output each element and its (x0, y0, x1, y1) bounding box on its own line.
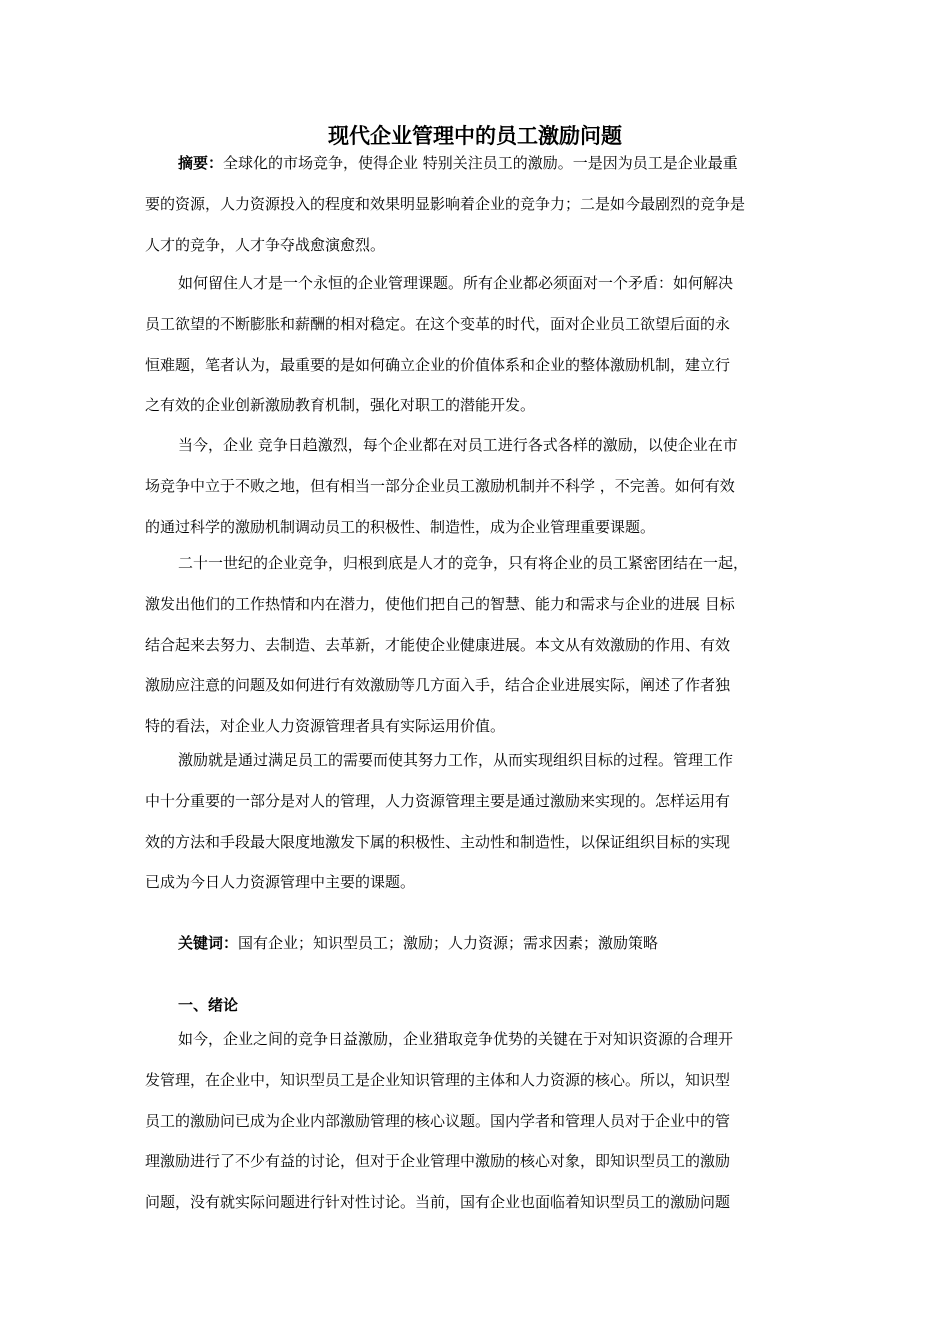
paragraph-line: 场竞争中立于不败之地，但有相当一部分企业员工激励机制并不科学 ，不完善。如何有效 (145, 476, 735, 495)
abstract-text: 全球化的市场竞争，使得企业 特别关注员工的激励。一是因为员工是企业最重 (223, 154, 738, 172)
abstract-line (145, 143, 813, 184)
body-paragraph (145, 425, 813, 547)
body-paragraph (145, 543, 813, 747)
document-title: 现代企业管理中的员工激励问题 (328, 124, 622, 148)
paragraph-line: 恒难题，笔者认为，最重要的是如何确立企业的价值体系和企业的整体激励机制，建立行 (145, 355, 731, 374)
abstract-line: 要的资源，人力资源投入的程度和效果明显影响着企业的竞争力；二是如今最剧烈的竞争是 (145, 194, 746, 213)
abstract-label: 摘要： (178, 154, 224, 172)
paragraph-line: 激励应注意的问题及如何进行有效激励等几方面入手，结合企业进展实际，阐述了作者独 (145, 676, 731, 695)
paragraph-line: 之有效的企业创新激励教育机制，强化对职工的潜能开发。 (145, 396, 536, 415)
paragraph-line: 已成为今日人力资源管理中主要的课题。 (145, 873, 416, 892)
paragraph-line: 激发出他们的工作热情和内在潜力，使他们把自己的智慧、能力和需求与企业的进展 目标 (145, 594, 735, 613)
paragraph-line: 效的方法和手段最大限度地激发下属的积极性、主动性和制造性，以保证组织目标的实现 (145, 832, 731, 851)
paragraph-line: 特的看法，对企业人力资源管理者具有实际运用价值。 (145, 717, 506, 736)
paragraph-line: 如今，企业之间的竞争日益激励，企业猎取竞争优势的关键在于对知识资源的合理开 (178, 1030, 734, 1048)
paragraph-line: 发管理，在企业中，知识型员工是企业知识管理的主体和人力资源的核心。所以，知识型 (145, 1070, 731, 1089)
paragraph-line: 员工欲望的不断膨胀和薪酬的相对稳定。在这个变革的时代，面对企业员工欲望后面的永 (145, 314, 731, 333)
paragraph-line: 当今，企业 竞争日趋激烈，每个企业都在对员工进行各式各样的激励，以使企业在市 (178, 436, 738, 454)
paragraph-line: 的通过科学的激励机制调动员工的积极性、制造性，成为企业管理重要课题。 (145, 517, 656, 536)
paragraph-line: 理激励进行了不少有益的讨论，但对于企业管理中激励的核心对象，即知识型员工的激励 (145, 1152, 731, 1171)
abstract-paragraph (145, 143, 813, 265)
section-heading: 一、绪论 (178, 996, 239, 1014)
keywords-label: 关键词： (178, 934, 239, 952)
paragraph-line: 结合起来去努力、去制造、去革新，才能使企业健康进展。本文从有效激励的作用、有效 (145, 635, 731, 654)
abstract-line: 人才的竞争，人才争夺战愈演愈烈。 (145, 235, 386, 254)
section-paragraph (145, 1019, 813, 1223)
paragraph-line: 激励就是通过满足员工的需要而使其努力工作，从而实现组织目标的过程。管理工作 (178, 751, 734, 769)
paragraph-line: 问题，没有就实际问题进行针对性讨论。当前，国有企业也面临着知识型员工的激励问题 (145, 1193, 731, 1212)
paragraph-line: 如何留住人才是一个永恒的企业管理课题。所有企业都必须面对一个矛盾：如何解决 (178, 274, 734, 292)
body-paragraph (145, 263, 813, 426)
keywords-text: 国有企业；知识型员工；激励；人力资源；需求因素；激励策略 (238, 934, 659, 952)
keywords-line (145, 923, 813, 964)
paragraph-line: 中十分重要的一部分是对人的管理，人力资源管理主要是通过激励来实现的。怎样运用有 (145, 791, 731, 810)
paragraph-line: 员工的激励问已成为企业内部激励管理的核心议题。国内学者和管理人员对于企业中的管 (145, 1111, 731, 1130)
paragraph-line: 二十一世纪的企业竞争，归根到底是人才的竞争，只有将企业的员工紧密团结在一起， (178, 554, 749, 572)
body-paragraph (145, 740, 813, 903)
